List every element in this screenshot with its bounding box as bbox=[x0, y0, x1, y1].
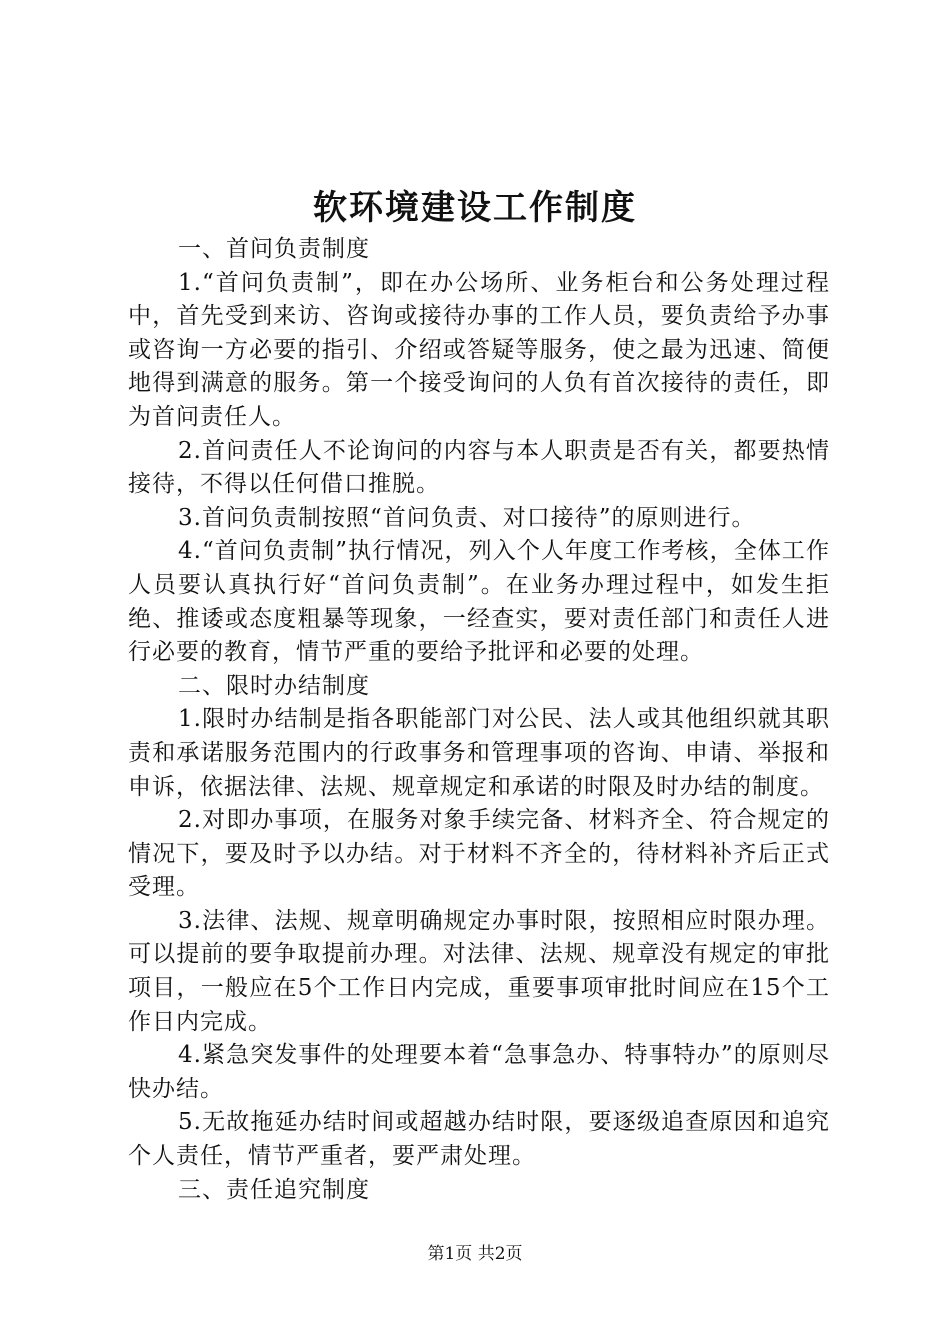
section-heading-1: 一、首问负责制度 bbox=[178, 236, 370, 262]
document-body bbox=[128, 233, 830, 1207]
paragraph-2-1: 1.限时办结制是指各职能部门对公民、法人或其他组织就其职责和承诺服务范围内的行政事务和管理事项的咨询、申请、举报和申诉，依据法律、法规、规章规定和承诺的时限及时办结的制度。 bbox=[128, 706, 830, 800]
paragraph-1-4: 4.“首问负责制”执行情况，列入个人年度工作考核，全体工作人员要认真执行好“首问负责制”。在业务办理过程中，如发生拒绝、推诿或态度粗暴等现象，一经查实，要对责任部门和责任人进行必要的教育，情节严重的要给予批评和必要的处理。 bbox=[128, 538, 830, 666]
paragraph-1-2: 2.首问责任人不论询问的内容与本人职责是否有关，都要热情接待，不得以任何借口推脱。 bbox=[128, 437, 830, 498]
paragraph-2-4: 4.紧急突发事件的处理要本着“急事急办、特事特办”的原则尽快办结。 bbox=[128, 1042, 830, 1102]
paragraph-1-1: 1.“首问负责制”，即在办公场所、业务柜台和公务处理过程中，首先受到来访、咨询或接待办事的工作人员，要负责给予办事或咨询一方必要的指引、介绍或答疑等服务，使之最为迅速、简便地得到满意的服务。第一个接受询问的人负有首次接待的责任，即为首问责任人。 bbox=[128, 269, 830, 430]
section-heading-3: 三、责任追究制度 bbox=[178, 1176, 370, 1203]
page-footer: 第1页 共2页 bbox=[427, 1244, 523, 1264]
paragraph-1-3: 3.首问负责制按照“首问负责、对口接待”的原则进行。 bbox=[178, 504, 756, 531]
paragraph-2-3: 3.法律、法规、规章明确规定办事时限，按照相应时限办理。可以提前的要争取提前办理。对法律、法规、规章没有规定的审批项目，一般应在5个工作日内完成，重要事项审批时间应在15个工作日内完成。 bbox=[128, 907, 830, 1035]
document-title: 软环境建设工作制度 bbox=[313, 188, 637, 228]
paragraph-2-5: 5.无故拖延办结时间或超越办结时限，要逐级追查原因和追究个人责任，情节严重者，要严肃处理。 bbox=[128, 1109, 830, 1170]
section-heading-2: 二、限时办结制度 bbox=[178, 672, 370, 699]
paragraph-2-2: 2.对即办事项，在服务对象手续完备、材料齐全、符合规定的情况下，要及时予以办结。对于材料不齐全的，待材料补齐后正式受理。 bbox=[128, 807, 830, 901]
